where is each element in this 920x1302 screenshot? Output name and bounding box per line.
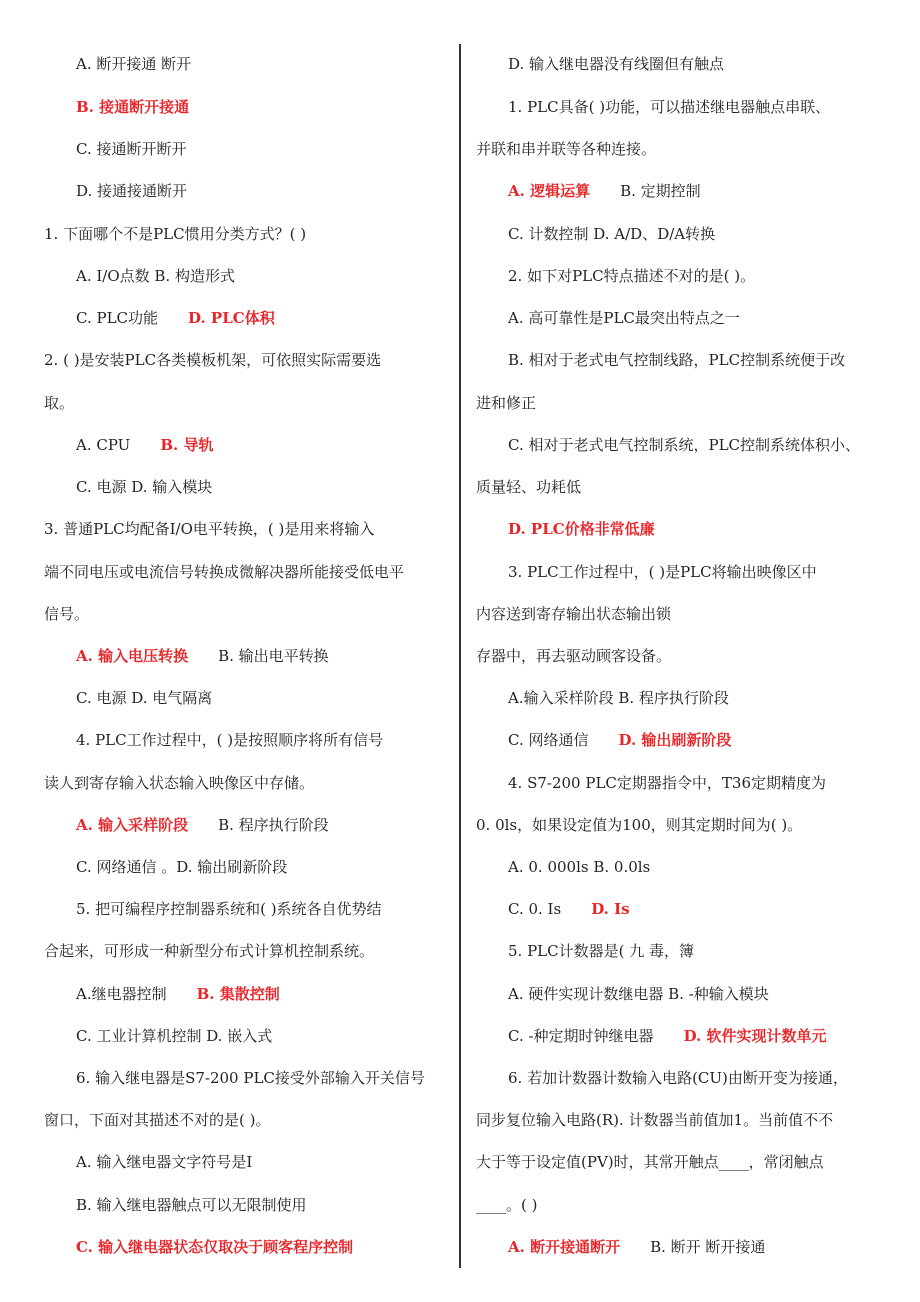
left-line — [76, 1026, 272, 1046]
line-text: 6. 输入继电器是S7-200 PLC接受外部输入开关信号 — [76, 1069, 425, 1087]
right-line — [508, 984, 769, 1004]
right-line — [508, 350, 845, 370]
left-line — [44, 224, 306, 244]
right-line — [476, 1152, 824, 1172]
left-line — [76, 1152, 252, 1172]
column-divider — [459, 44, 461, 1268]
left-line — [76, 1195, 307, 1215]
left-line — [76, 1068, 425, 1088]
line-text: C. 电源 D. 输入模块 — [76, 478, 213, 496]
right-line — [508, 730, 731, 750]
right-line — [508, 97, 830, 117]
answer-text: B. 集散控制 — [196, 985, 280, 1003]
option-text: B. 断开 断开接通 — [650, 1238, 766, 1256]
left-line — [76, 181, 187, 201]
line-text: C. 工业计算机控制 D. 嵌入式 — [76, 1027, 273, 1045]
line-text: 取。 — [44, 394, 75, 412]
right-line — [508, 54, 724, 74]
left-line — [76, 646, 329, 666]
line-text: C. 电源 D. 电气隔离 — [76, 689, 213, 707]
answer-text: B. 导轨 — [160, 436, 214, 454]
left-line — [76, 54, 191, 74]
line-text: C. PLC功能 — [76, 309, 159, 327]
line-text: 4. PLC工作过程中，( )是按照顺序将所有信号 — [76, 731, 384, 749]
line-text: 1. PLC具备( )功能，可以描述继电器触点串联、 — [508, 98, 831, 116]
line-text: B. 输入继电器触点可以无限制使用 — [76, 1196, 307, 1214]
line-text: 3. 普通PLC均配备I/O电平转换，( )是用来将输入 — [44, 520, 375, 538]
line-text: 5. 把可编程序控制器系统和( )系统各自优势结 — [76, 900, 382, 918]
answer-text: D. 输出刷新阶段 — [618, 731, 732, 749]
line-text: C. 网络通信 。D. 输出刷新阶段 — [76, 858, 288, 876]
option-text: B. 程序执行阶段 — [218, 816, 329, 834]
line-text: 1. 下面哪个不是PLC惯用分类方式？( ) — [44, 225, 307, 243]
right-line — [508, 688, 729, 708]
left-line — [76, 730, 383, 750]
right-line — [508, 773, 826, 793]
line-text: 5. PLC计数器是( 九 毒，簿 — [508, 942, 694, 960]
line-text: D. 接通接通断开 — [76, 182, 188, 200]
line-text: C. 计数控制 D. A/D、D/A转换 — [508, 225, 716, 243]
right-line — [508, 308, 740, 328]
line-text: A.继电器控制 — [76, 985, 167, 1003]
line-text: 合起来，可形成一种新型分布式计算机控制系统。 — [44, 942, 375, 960]
answer-text: C. 输入继电器状态仅取决于顾客程序控制 — [76, 1238, 354, 1256]
line-text: ____。( ) — [476, 1196, 538, 1214]
answer-text: B. 接通断开接通 — [76, 98, 190, 116]
line-text: 3. PLC工作过程中，( )是PLC将输出映像区中 — [508, 563, 817, 581]
answer-text: D. Is — [591, 900, 630, 918]
line-text: C. -种定期时钟继电器 — [508, 1027, 654, 1045]
right-line — [476, 393, 536, 413]
answer-text: A. 输入采样阶段 — [76, 816, 189, 834]
line-text: C. 网络通信 — [508, 731, 589, 749]
left-line — [76, 97, 189, 117]
line-text: 4. S7-200 PLC定期器指令中，T36定期精度为 — [508, 774, 826, 792]
line-text: 进和修正 — [476, 394, 537, 412]
left-line — [76, 1237, 353, 1257]
line-text: A. I/O点数 B. 构造形式 — [76, 267, 235, 285]
left-line — [44, 773, 314, 793]
left-line — [76, 435, 213, 455]
answer-text: D. PLC价格非常低廉 — [508, 520, 655, 538]
right-line — [508, 899, 630, 919]
left-line — [44, 1110, 270, 1130]
line-text: 信号。 — [44, 605, 90, 623]
line-text: 2. ( )是安装PLC各类模板机架，可依照实际需要选 — [44, 351, 382, 369]
line-text: A. CPU — [76, 436, 131, 454]
right-line — [508, 1026, 826, 1046]
right-line — [476, 815, 802, 835]
line-text: 0. 0ls，如果设定值为100，则其定期时间为( )。 — [476, 816, 803, 834]
line-text: A. 硬件实现计数继电器 B. -种输入模块 — [508, 985, 769, 1003]
line-text: C. 接通断开断开 — [76, 140, 187, 158]
option-text: B. 输出电平转换 — [218, 647, 329, 665]
left-line — [76, 857, 287, 877]
left-line — [76, 899, 382, 919]
left-line — [76, 266, 235, 286]
line-text: 内容送到寄存输出状态输出锁 — [476, 605, 672, 623]
line-text: A. 断开接通 断开 — [76, 55, 192, 73]
left-line — [44, 519, 374, 539]
right-line — [508, 224, 715, 244]
right-line — [508, 857, 650, 877]
answer-text: A. 逻辑运算 — [508, 182, 591, 200]
right-line — [508, 519, 655, 539]
line-text: C. 相对于老式电气控制系统，PLC控制系统体积小、 — [508, 436, 861, 454]
line-text: B. 相对于老式电气控制线路，PLC控制系统便于改 — [508, 351, 846, 369]
left-line — [76, 688, 212, 708]
line-text: 并联和串并联等各种连接。 — [476, 140, 657, 158]
right-line — [476, 1195, 537, 1215]
left-line — [76, 308, 275, 328]
line-text: A. 0. 000ls B. 0.0ls — [508, 858, 651, 876]
right-line — [508, 562, 817, 582]
line-text: A. 高可靠性是PLC最突出特点之一 — [508, 309, 740, 327]
right-line — [476, 646, 671, 666]
line-text: 同步复位输入电路(R). 计数器当前值加1。当前值不不 — [476, 1111, 834, 1129]
line-text: 窗口，下面对其描述不对的是( )。 — [44, 1111, 271, 1129]
answer-text: A. 断开接通断开 — [508, 1238, 621, 1256]
line-text: 6. 若加计数器计数输入电路(CU)由断开变为接通， — [508, 1069, 848, 1087]
right-line — [476, 139, 656, 159]
line-text: C. 0. Is — [508, 900, 562, 918]
line-text: 端不同电压或电流信号转换成微解决器所能接受低电平 — [44, 563, 405, 581]
answer-text: D. 软件实现计数单元 — [683, 1027, 827, 1045]
right-line — [476, 604, 671, 624]
line-text: 读人到寄存输入状态输入映像区中存储。 — [44, 774, 315, 792]
line-text: 质量轻、功耗低 — [476, 478, 582, 496]
left-line — [76, 984, 280, 1004]
line-text: A.输入采样阶段 B. 程序执行阶段 — [508, 689, 729, 707]
left-line — [76, 477, 212, 497]
line-text: D. 输入继电器没有线圈但有触点 — [508, 55, 725, 73]
line-text: 2. 如下对PLC特点描述不对的是( )。 — [508, 267, 756, 285]
left-line — [76, 815, 329, 835]
left-line — [44, 350, 381, 370]
left-line — [44, 393, 74, 413]
option-text: B. 定期控制 — [620, 182, 701, 200]
line-text: A. 输入继电器文字符号是I — [76, 1153, 253, 1171]
line-text: 大于等于设定值(PV)时，其常开触点____，常闭触点 — [476, 1153, 824, 1171]
answer-text: A. 输入电压转换 — [76, 647, 189, 665]
right-line — [508, 941, 694, 961]
right-line — [476, 477, 581, 497]
right-line — [508, 181, 701, 201]
right-line — [508, 1237, 765, 1257]
right-line — [508, 435, 860, 455]
answer-text: D. PLC体积 — [188, 309, 275, 327]
left-line — [44, 604, 89, 624]
left-line — [44, 941, 374, 961]
right-line — [476, 1110, 833, 1130]
line-text: 存器中，再去驱动顾客设备。 — [476, 647, 672, 665]
left-line — [76, 139, 186, 159]
left-line — [44, 562, 404, 582]
right-line — [508, 266, 755, 286]
right-line — [508, 1068, 848, 1088]
